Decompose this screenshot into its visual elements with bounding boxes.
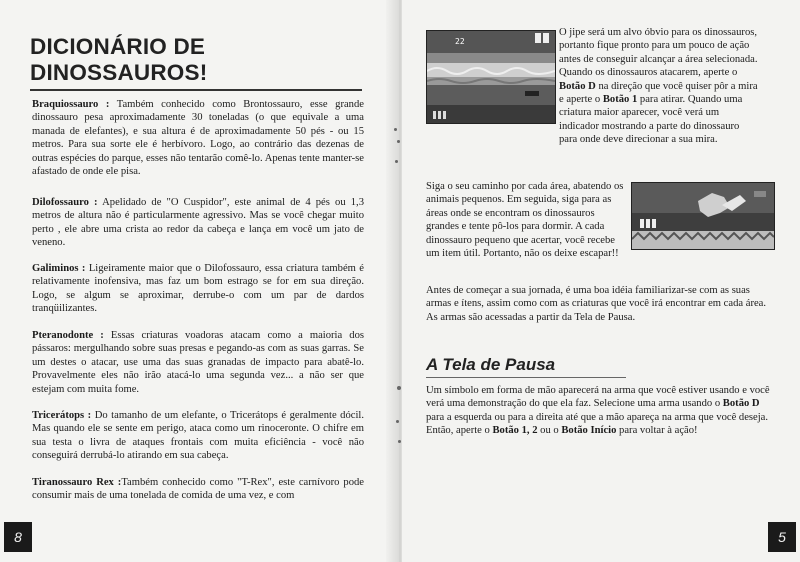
entry-pteranodonte <box>32 329 364 396</box>
pause-text-3: ou o <box>537 425 562 437</box>
entry-text: Também conhecido como "T-Rex", este carnívoro pode consumir mais de uma tonelada de comida de uma vez, e com <box>32 477 364 502</box>
left-page <box>0 0 398 562</box>
scan-speck <box>394 128 397 131</box>
botao-1-label: Botão 1 <box>602 94 638 106</box>
paragraph-jeep-top <box>559 26 759 147</box>
scan-speck <box>398 440 401 443</box>
entry-text: Apelidado de "O Cuspidor", este animal de 4 pés ou 1,3 metros de altura não é particularmente agressivo. Mas se você chegar muito perto , ele abre uma crista ao redor da cabeça e lança em você um jato de veneno. <box>32 197 364 249</box>
entry-tiranossauro <box>32 476 364 503</box>
jeep-scene-illustration <box>427 31 555 123</box>
entry-text: Ligeiramente maior que o Dilofossauro, essa criatura também é relativamente inofensiva, mas faz um bom estrago se for em sua direção. Logo, se algum se aproximar, derrube-o com um par de dardos tranqüilizantes. <box>32 263 364 315</box>
hud-counter: 22 <box>455 37 465 46</box>
entry-name: Tricerátops : <box>32 410 92 421</box>
scan-speck <box>396 420 399 423</box>
entry-text: Essas criaturas voadoras atacam como a maioria dos pássaros: mergulhando sobre suas presas e pegando-as com as suas garras. Se um destes o atacar, use uma das suas granadas de impacto para abatê-lo. Provavelmente eles não irão atacá-lo uma segunda vez... a não ser que estejam com muita fome. <box>32 330 364 395</box>
pause-text-1: Um símbolo em forma de mão aparecerá na arma que você estiver usando e você verá uma demonstração do que ela faz. Selecione uma arma usando o <box>426 385 770 410</box>
page-title <box>30 34 360 86</box>
botao-d-label: Botão D <box>559 80 596 92</box>
entry-text: Do tamanho de um elefante, o Tricerátops é geralmente dócil. Mas quando ele se sente em perigo, ataca como um rinoceronte. O chifre em sua testa o livra de ataques frontais com muita eficiência - você não conseguirá derrubá-lo atirando em sua cabeça. <box>32 410 365 462</box>
title-line-1: DICIONÁRIO DE <box>30 34 206 59</box>
title-line-2: DINOSSAUROS! <box>30 60 208 85</box>
jeep-text-1: O jipe será um alvo óbvio para os dinossauros, portanto fique pronto para um pouco de ação antes de conseguir alcançar a área selecionada. Quando os dinossauros atacarem, aperte o <box>559 27 758 79</box>
game-screenshot-jeep <box>426 30 556 124</box>
scan-speck <box>397 386 401 390</box>
paragraph-areas: Siga o seu caminho por cada área, abatendo os animais pequenos. Em seguida, siga para as áreas onde se encontram os dinossauros grandes e tente pô-los para dormir. A cada dinossauro pequeno que acertar, você recebe um item útil. Portanto, não os deixe escapar!! <box>426 181 624 260</box>
botao-inicio-label: Botão Início <box>561 425 617 437</box>
jeep-text-3: para atirar. Quando uma criatura maior aparecer, você verá um indicador mostrando a parte do dinossauro para onde deve direcionar a sua mira. <box>559 94 743 146</box>
entry-galiminos <box>32 262 364 316</box>
paragraph-weapons-intro: Antes de começar a sua jornada, é uma boa idéia familiarizar-se com as suas armas e ítens, assim como com as criaturas que você irá encontrar em cada área. As armas são acessadas a partir da Tela de Pausa. <box>426 285 767 323</box>
page-number-right: 5 <box>768 522 796 552</box>
paragraph-pause-screen <box>426 384 776 438</box>
pause-text-4: para voltar à ação! <box>616 425 698 437</box>
entry-triceratops <box>32 409 364 463</box>
scan-speck <box>395 160 398 163</box>
scan-speck <box>397 140 400 143</box>
jeep-text-2: na direção que você quiser pôr a mira e aperte o <box>559 80 758 106</box>
entry-name: Braquiossauro : <box>32 99 110 110</box>
pause-text-2: para a esquerda ou para a direita até que a mão apareça na arma que você deseja. Então, aperte o <box>426 411 769 437</box>
botao-1-2-label: Botão 1, 2 <box>492 425 538 437</box>
heading-underline <box>426 377 626 378</box>
botao-d-label: Botão D <box>722 398 760 410</box>
entry-braquiossauro <box>32 98 364 178</box>
entry-dilofossauro <box>32 196 364 250</box>
title-underline <box>30 89 362 91</box>
game-screenshot-combat <box>631 182 775 250</box>
section-heading-pause-screen: A Tela de Pausa <box>426 355 556 374</box>
entry-name: Pteranodonte : <box>32 330 104 341</box>
combat-scene-illustration <box>632 183 774 249</box>
entry-name: Galiminos : <box>32 263 86 274</box>
entry-name: Tiranossauro Rex : <box>32 477 122 488</box>
entry-name: Dilofossauro : <box>32 197 98 208</box>
page-number-left: 8 <box>4 522 32 552</box>
entry-text: Também conhecido como Brontossauro, esse grande dinossauro pesa aproximadamente 30 toneladas (o que equivale a uma manada de elefantes), e sua altura é de aproximadamente 50 pés - ou 15 metros. Para sua sorte ele é herbívoro. Logo, ao contrário das dezenas de outras espécies do parque, esses não tentarão comê-lo. Apenas tente manter-se afastado de onde ele pisa. <box>32 99 364 178</box>
